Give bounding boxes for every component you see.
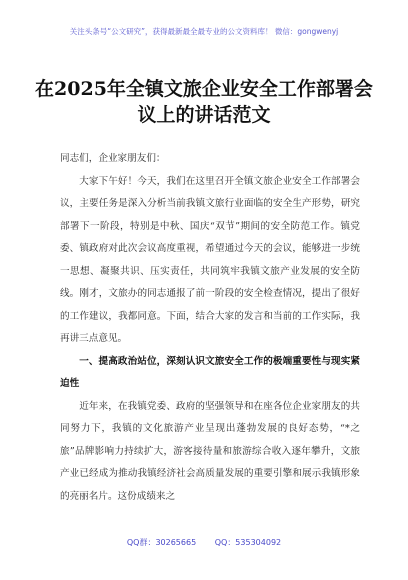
document-title: 在2025年全镇文旅企业安全工作部署会议上的讲话范文 [35, 78, 373, 126]
footer-contact [0, 537, 408, 548]
header-banner: 关注头条号“公文研究”，获得最新最全最专业的公文资料库！ 微信：gongwenyj [69, 27, 339, 36]
document-body [60, 148, 360, 508]
section-heading: 一、提高政治站位，深刻认识文旅安全工作的极端重要性与现实紧迫性 [60, 355, 360, 389]
salutation: 同志们，企业家朋友们： [60, 153, 166, 164]
paragraph: 近年来，在我镇党委、政府的坚强领导和在座各位企业家朋友的共同努力下，我镇的文化旅游产业呈现出蓬勃发展的良好态势，“*之旅”品牌影响力持续扩大，游客接待量和旅游综合收入逐年攀升，文旅产业已经成为推动我镇经济社会高质量发展的重要引擎和展示我镇形象的亮丽名片。这份成绩来之 [60, 400, 360, 502]
qq-number: QQ：535304092 [214, 538, 282, 547]
qq-group: QQ群：30265665 [126, 538, 197, 547]
paragraph: 大家下午好！今天，我们在这里召开全镇文旅企业安全工作部署会议，主要任务是深入分析当前我镇文旅行业面临的安全生产形势，研究部署下一阶段，特别是中秋、国庆“双节”期间的安全防范工作。镇党委、镇政府对此次会议高度重视，希望通过今天的会议，能够进一步统一思想、凝聚共识、压实责任，共同筑牢我镇文旅产业发展的安全防线。刚才，文旅办的同志通报了前一阶段的安全检查情况，提出了很好的工作建议，我都同意。下面，结合大家的发言和当前的工作实际，我再讲三点意见。 [60, 175, 360, 344]
